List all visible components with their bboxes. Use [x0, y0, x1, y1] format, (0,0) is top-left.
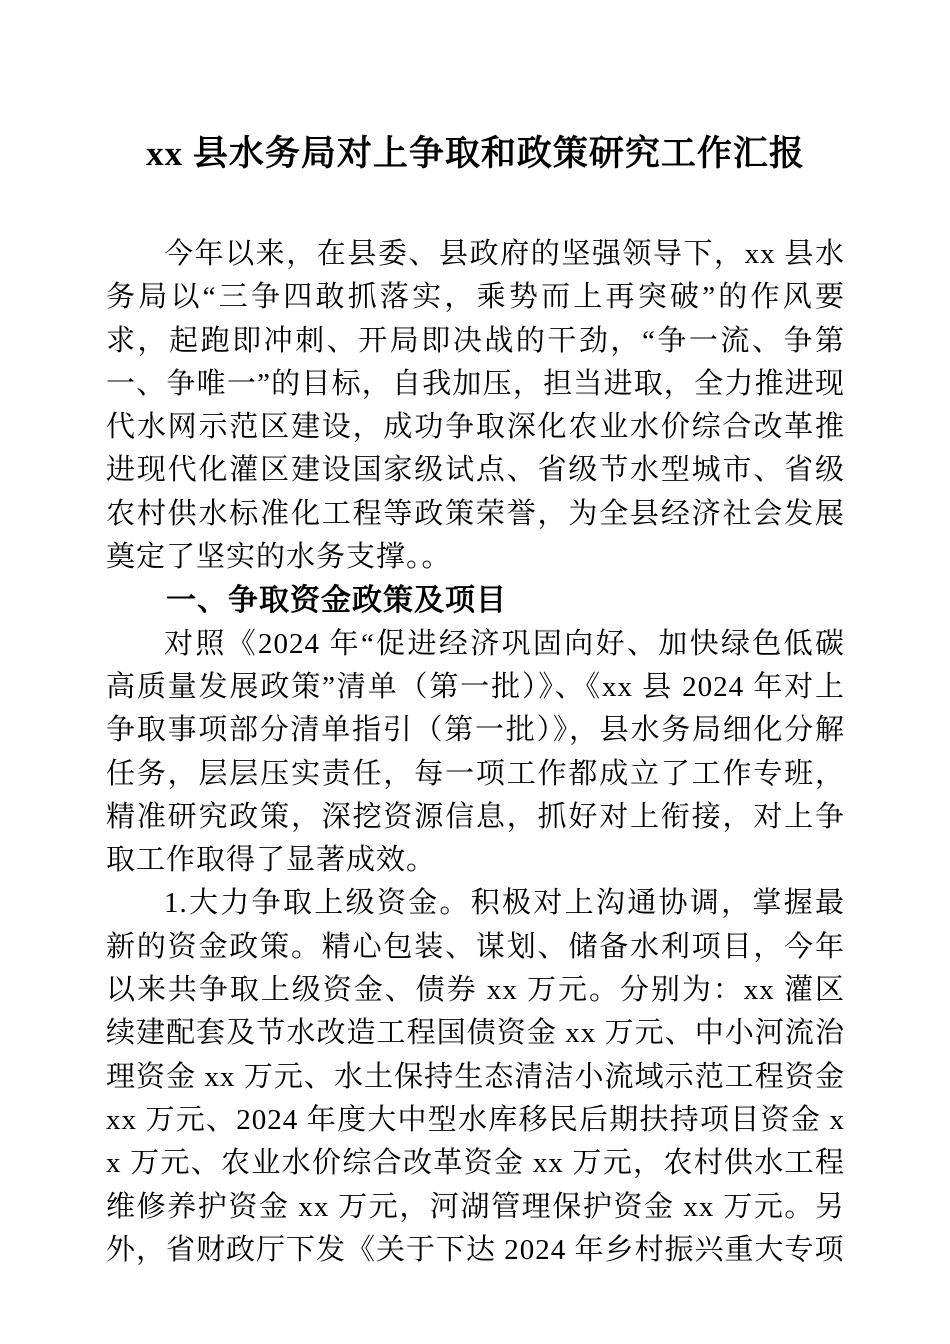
section1-paragraph-2: 1.大力争取上级资金。积极对上沟通协调，掌握最新的资金政策。精心包装、谋划、储备水利项目，今年以来共争取上级资金、债券 xx 万元。分别为：xx 灌区续建配套及节水改造工程国债资金 xx 万元、中小河流治理资金 xx 万元、水土保持生态清洁小流域示范工程资金 xx 万元、2024 年度大中型水库移民后期扶持项目资金 xx 万元、农业水价综合改革资金 xx 万元，农村供水工程维修养护资金 xx 万元，河湖管理保护资金 xx 万元。另外，省财政厅下发《关于下达 2024 年乡村振兴重大专项 [106, 887, 845, 1266]
document-title [106, 130, 845, 178]
intro-paragraph: 今年以来，在县委、县政府的坚强领导下，xx 县水务局以“三争四敢抓落实，乘势而上再突破”的作风要求，起跑即冲刺、开局即决战的干劲，“争一流、争第一、争唯一”的目标，自我加压，担当进取，全力推进现代水网示范区建设，成功争取深化农业水价综合改革推进现代化灌区建设国家级试点、省级节水型城市、省级农村供水标准化工程等政策荣誉，为全县经济社会发展奠定了坚实的水务支撑。。 [106, 238, 845, 574]
section1-heading: 一、争取资金政策及项目 [166, 584, 507, 618]
section1-paragraph-1: 对照《2024 年“促进经济巩固向好、加快绿色低碳高质量发展政策”清单（第一批）》、《xx 县 2024 年对上争取事项部分清单指引（第一批）》，县水务局细化分解任务，层层压实责任，每一项工作都成立了工作专班，精准研究政策，深挖资源信息，抓好对上衔接，对上争取工作取得了显著成效。 [106, 627, 845, 877]
document-title-text: xx 县水务局对上争取和政策研究工作汇报 [146, 134, 805, 173]
